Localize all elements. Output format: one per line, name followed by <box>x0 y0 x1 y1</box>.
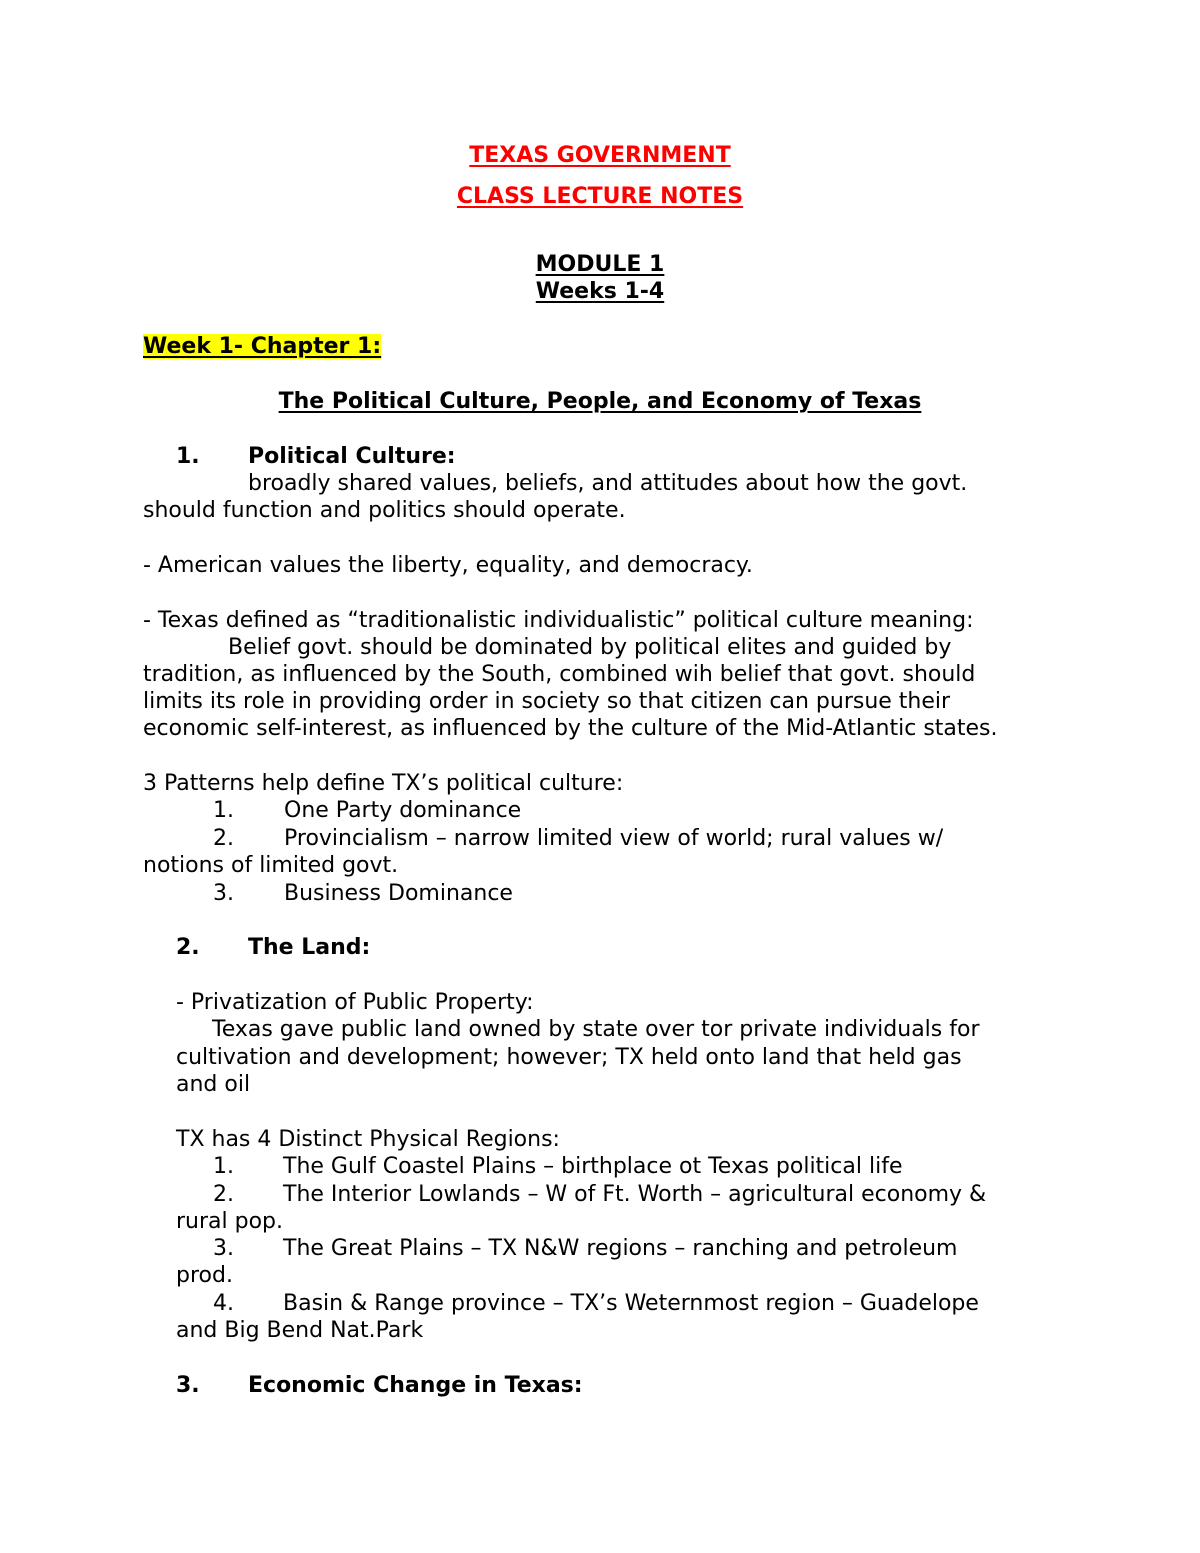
weeks-heading: Weeks 1-4 <box>535 279 665 304</box>
doc-title: TEXAS GOVERNMENT <box>469 143 731 168</box>
section-2-number: 2. <box>176 935 200 960</box>
list-item-number: 1. <box>213 1154 234 1179</box>
paragraph-line: economic self-interest, as influenced by the culture of the Mid-Atlantic states. <box>143 716 998 741</box>
doc-subtitle: CLASS LECTURE NOTES <box>456 184 744 209</box>
section-1-number: 1. <box>176 444 200 469</box>
paragraph-line: Belief govt. should be dominated by political elites and guided by <box>228 635 952 660</box>
week-heading <box>143 333 381 360</box>
list-item-number: 3. <box>213 881 234 906</box>
list-item-continuation: rural pop. <box>176 1209 284 1234</box>
list-item: The Great Plains – TX N&W regions – ranching and petroleum <box>283 1236 958 1261</box>
list-item: Business Dominance <box>284 881 513 906</box>
list-item-continuation: notions of limited govt. <box>143 853 399 878</box>
chapter-title: The Political Culture, People, and Economy of Texas <box>278 389 922 414</box>
list-item-continuation: prod. <box>176 1263 233 1288</box>
list-item-number: 2. <box>213 1182 234 1207</box>
list-item: The Interior Lowlands – W of Ft. Worth – agricultural economy & <box>283 1182 987 1207</box>
paragraph-line: and oil <box>176 1072 251 1097</box>
list-item: Provincialism – narrow limited view of world; rural values w/ <box>284 826 944 851</box>
list-item-number: 1. <box>213 798 234 823</box>
list-item-continuation: and Big Bend Nat.Park <box>176 1318 424 1343</box>
section-3-heading: Economic Change in Texas: <box>248 1373 583 1398</box>
list-item-number: 4. <box>213 1291 234 1316</box>
paragraph-line: tradition, as influenced by the South, combined wih belief that govt. should <box>143 662 976 687</box>
paragraph-line: - Texas defined as “traditionalistic individualistic” political culture meaning: <box>143 608 974 633</box>
paragraph-line: broadly shared values, beliefs, and attitudes about how the govt. <box>248 471 968 496</box>
section-1-heading: Political Culture: <box>248 444 456 469</box>
list-item: Basin & Range province – TX’s Weternmost region – Guadelope <box>283 1291 979 1316</box>
module-heading: MODULE 1 <box>535 252 665 277</box>
section-2-heading: The Land: <box>248 935 371 960</box>
paragraph-line: Texas gave public land owned by state over tor private individuals for <box>212 1017 980 1042</box>
paragraph-line: - American values the liberty, equality, and democracy. <box>143 553 753 578</box>
list-item-number: 2. <box>213 826 234 851</box>
list-item: The Gulf Coastel Plains – birthplace ot Texas political life <box>283 1154 903 1179</box>
paragraph-line: - Privatization of Public Property: <box>176 990 534 1015</box>
week-heading-text: Week 1- Chapter 1: <box>143 334 382 359</box>
paragraph-line: 3 Patterns help define TX’s political culture: <box>143 771 624 796</box>
paragraph-line: TX has 4 Distinct Physical Regions: <box>176 1127 560 1152</box>
list-item: One Party dominance <box>284 798 522 823</box>
section-3-number: 3. <box>176 1373 200 1398</box>
paragraph-line: cultivation and development; however; TX held onto land that held gas <box>176 1045 962 1070</box>
paragraph-line: limits its role in providing order in society so that citizen can pursue their <box>143 689 951 714</box>
list-item-number: 3. <box>213 1236 234 1261</box>
paragraph-line: should function and politics should operate. <box>143 498 626 523</box>
